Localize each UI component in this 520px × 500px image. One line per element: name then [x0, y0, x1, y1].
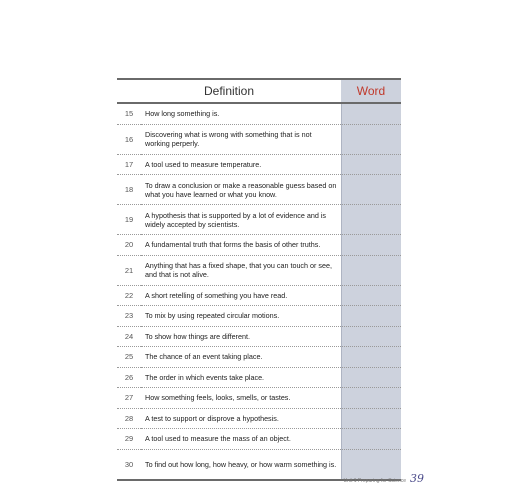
word-answer-cell[interactable] — [341, 255, 401, 285]
definition-cell: To show how things are different. — [141, 326, 341, 347]
word-answer-cell[interactable] — [341, 306, 401, 327]
word-answer-cell[interactable] — [341, 103, 401, 124]
row-number: 15 — [117, 103, 141, 124]
word-answer-cell[interactable] — [341, 326, 401, 347]
table-row — [117, 306, 401, 327]
definition-cell: How long something is. — [141, 103, 341, 124]
word-answer-cell[interactable] — [341, 347, 401, 368]
table-body — [117, 103, 401, 480]
definition-cell: A short retelling of something you have read. — [141, 285, 341, 306]
table-row — [117, 429, 401, 450]
row-number: 17 — [117, 154, 141, 175]
word-answer-cell[interactable] — [341, 154, 401, 175]
definition-cell: A tool used to measure the mass of an object. — [141, 429, 341, 450]
row-number: 22 — [117, 285, 141, 306]
row-number: 26 — [117, 367, 141, 388]
definition-cell: To draw a conclusion or make a reasonable guess based on what you have learned or what you know. — [141, 175, 341, 205]
word-answer-cell[interactable] — [341, 388, 401, 409]
word-answer-cell[interactable] — [341, 429, 401, 450]
page-number: 39 — [410, 472, 424, 485]
table-row — [117, 388, 401, 409]
word-answer-cell[interactable] — [341, 205, 401, 235]
word-answer-cell[interactable] — [341, 124, 401, 154]
definition-cell: To find out how long, how heavy, or how warm something is. — [141, 449, 341, 480]
table-row — [117, 235, 401, 256]
table-row — [117, 124, 401, 154]
table-row — [117, 347, 401, 368]
row-number: 29 — [117, 429, 141, 450]
table-header-row — [117, 79, 401, 103]
word-column-header: Word — [341, 79, 401, 103]
row-number: 27 — [117, 388, 141, 409]
table-row — [117, 175, 401, 205]
definition-cell: A test to support or disprove a hypothesis. — [141, 408, 341, 429]
row-number: 21 — [117, 255, 141, 285]
table-row — [117, 367, 401, 388]
definition-cell: A hypothesis that is supported by a lot of evidence and is widely accepted by scientists. — [141, 205, 341, 235]
row-number: 23 — [117, 306, 141, 327]
definition-cell: To mix by using repeated circular motions. — [141, 306, 341, 327]
table-row — [117, 255, 401, 285]
table-row — [117, 326, 401, 347]
row-number: 16 — [117, 124, 141, 154]
definition-cell: A fundamental truth that forms the basis of other truths. — [141, 235, 341, 256]
word-answer-cell[interactable] — [341, 285, 401, 306]
row-number: 19 — [117, 205, 141, 235]
definition-column-header: Definition — [117, 79, 341, 103]
table-row — [117, 408, 401, 429]
table-row — [117, 285, 401, 306]
row-number: 24 — [117, 326, 141, 347]
definition-cell: Discovering what is wrong with something that is not working perperly. — [141, 124, 341, 154]
row-number: 20 — [117, 235, 141, 256]
definition-cell: A tool used to measure temperature. — [141, 154, 341, 175]
row-number: 18 — [117, 175, 141, 205]
definition-cell: The chance of an event taking place. — [141, 347, 341, 368]
definition-cell: How something feels, looks, smells, or tastes. — [141, 388, 341, 409]
table-row — [117, 103, 401, 124]
word-answer-cell[interactable] — [341, 175, 401, 205]
page-footer — [343, 472, 424, 485]
word-answer-cell[interactable] — [341, 408, 401, 429]
row-number: 28 — [117, 408, 141, 429]
definition-cell: The order in which events take place. — [141, 367, 341, 388]
definition-cell: Anything that has a fixed shape, that you can touch or see, and that is not alive. — [141, 255, 341, 285]
vocabulary-table — [117, 78, 401, 481]
table-row — [117, 205, 401, 235]
row-number: 30 — [117, 449, 141, 480]
unit-label: Unit 1 Preparing for Science — [343, 478, 406, 484]
row-number: 25 — [117, 347, 141, 368]
word-answer-cell[interactable] — [341, 235, 401, 256]
vocabulary-table-container — [117, 78, 401, 481]
table-row — [117, 154, 401, 175]
word-answer-cell[interactable] — [341, 367, 401, 388]
